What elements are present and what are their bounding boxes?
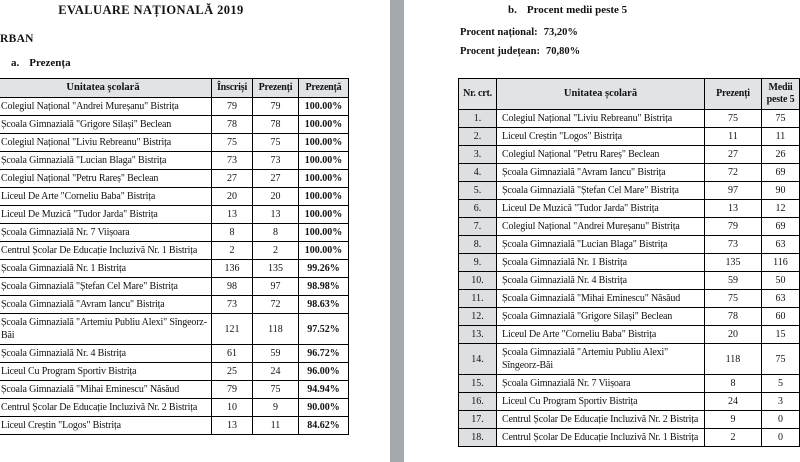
attendance-percent-cell: 100.00% [299, 206, 349, 224]
attendance-percent-cell: 100.00% [299, 242, 349, 260]
present-count-cell: 2 [705, 429, 762, 447]
enrolled-count-cell: 25 [212, 363, 253, 381]
school-name-cell: Centrul Școlar De Educație Incluzivă Nr. 1 Bistrița [497, 429, 705, 447]
table-row [459, 146, 800, 164]
school-name-cell: Școala Gimnazială Nr. 1 Bistrița [497, 254, 705, 272]
row-number-cell: 8. [459, 236, 497, 254]
present-count-cell: 78 [253, 116, 299, 134]
school-name-cell: Liceul Cu Program Sportiv Bistrița [497, 393, 705, 411]
attendance-percent-cell: 84.62% [299, 417, 349, 435]
table-row [459, 218, 800, 236]
enrolled-count-cell: 61 [212, 345, 253, 363]
col-header-prezenti: Prezenți [253, 79, 299, 98]
table-row [459, 272, 800, 290]
grades-over-5-cell: 12 [762, 200, 800, 218]
table-row [0, 116, 349, 134]
present-count-cell: 20 [253, 188, 299, 206]
row-number-cell: 17. [459, 411, 497, 429]
attendance-percent-cell: 100.00% [299, 170, 349, 188]
grades-over-5-cell: 26 [762, 146, 800, 164]
county-percent-label: Procent județean: [460, 46, 540, 57]
school-name-cell: Liceul Creștin "Logos" Bistrița [497, 128, 705, 146]
table-row [0, 363, 349, 381]
grades-over-5-cell: 0 [762, 429, 800, 447]
school-name-cell: Liceul De Arte "Corneliu Baba" Bistrița [497, 326, 705, 344]
attendance-table [0, 78, 349, 435]
present-count-cell: 72 [705, 164, 762, 182]
row-number-cell: 7. [459, 218, 497, 236]
school-name-cell: Școala Gimnazială "Grigore Silași" Beclean [0, 116, 212, 134]
school-name-cell: Școala Gimnazială "Lucian Blaga" Bistrița [0, 152, 212, 170]
col-header-prezenti: Prezenți [705, 79, 762, 110]
row-number-cell: 6. [459, 200, 497, 218]
table-row [0, 98, 349, 116]
row-number-cell: 14. [459, 344, 497, 375]
present-count-cell: 11 [253, 417, 299, 435]
table-row [459, 164, 800, 182]
subsection-letter: a. [11, 57, 20, 69]
col-header-nr-crt: Nr. crt. [459, 79, 497, 110]
school-name-cell: Liceul De Muzică "Tudor Jarda" Bistrița [497, 200, 705, 218]
table-row [459, 411, 800, 429]
table-row [0, 417, 349, 435]
attendance-percent-cell: 100.00% [299, 116, 349, 134]
table-row [459, 344, 800, 375]
present-count-cell: 118 [253, 314, 299, 345]
school-name-cell: Centrul Școlar De Educație Incluzivă Nr. 2 Bistrița [497, 411, 705, 429]
enrolled-count-cell: 79 [212, 381, 253, 399]
attendance-percent-cell: 98.63% [299, 296, 349, 314]
grades-over-5-cell: 0 [762, 411, 800, 429]
enrolled-count-cell: 73 [212, 152, 253, 170]
table-row [459, 393, 800, 411]
row-number-cell: 3. [459, 146, 497, 164]
present-count-cell: 72 [253, 296, 299, 314]
present-count-cell: 27 [705, 146, 762, 164]
enrolled-count-cell: 8 [212, 224, 253, 242]
table-row [0, 381, 349, 399]
school-name-cell: Școala Gimnazială Nr. 1 Bistrița [0, 260, 212, 278]
col-header-unitatea-scolara: Unitatea școlară [0, 79, 212, 98]
table-row [459, 375, 800, 393]
present-count-cell: 59 [253, 345, 299, 363]
table-row [459, 290, 800, 308]
table-row [0, 188, 349, 206]
table-row [0, 134, 349, 152]
present-count-cell: 75 [705, 110, 762, 128]
table-row [0, 399, 349, 417]
national-percent-label: Procent național: [460, 27, 538, 38]
enrolled-count-cell: 20 [212, 188, 253, 206]
row-number-cell: 1. [459, 110, 497, 128]
school-name-cell: Școala Gimnazială Nr. 7 Viișoara [497, 375, 705, 393]
present-count-cell: 135 [253, 260, 299, 278]
table-header-row [0, 79, 349, 98]
present-count-cell: 13 [253, 206, 299, 224]
table-row [0, 206, 349, 224]
grades-over-5-cell: 3 [762, 393, 800, 411]
subsection-text: Prezența [29, 57, 71, 69]
attendance-percent-cell: 90.00% [299, 399, 349, 417]
attendance-percent-cell: 96.00% [299, 363, 349, 381]
row-number-cell: 18. [459, 429, 497, 447]
present-count-cell: 11 [705, 128, 762, 146]
enrolled-count-cell: 75 [212, 134, 253, 152]
row-number-cell: 11. [459, 290, 497, 308]
present-count-cell: 24 [253, 363, 299, 381]
present-count-cell: 75 [253, 381, 299, 399]
col-header-unitatea-scolara: Unitatea școlară [497, 79, 705, 110]
enrolled-count-cell: 78 [212, 116, 253, 134]
enrolled-count-cell: 13 [212, 206, 253, 224]
present-count-cell: 20 [705, 326, 762, 344]
attendance-percent-cell: 99.26% [299, 260, 349, 278]
present-count-cell: 73 [253, 152, 299, 170]
enrolled-count-cell: 27 [212, 170, 253, 188]
table-row [459, 182, 800, 200]
row-number-cell: 10. [459, 272, 497, 290]
present-count-cell: 75 [705, 290, 762, 308]
school-name-cell: Școala Gimnazială "Artemiu Publiu Alexi" Sîngeorz-Băi [497, 344, 705, 375]
table-header-row [459, 79, 800, 110]
attendance-percent-cell: 100.00% [299, 98, 349, 116]
school-name-cell: Centrul Școlar De Educație Incluzivă Nr. 1 Bistrița [0, 242, 212, 260]
present-count-cell: 73 [705, 236, 762, 254]
school-name-cell: Colegiul Național "Liviu Rebreanu" Bistrița [497, 110, 705, 128]
attendance-percent-cell: 100.00% [299, 134, 349, 152]
subsection-text: Procent medii peste 5 [526, 4, 628, 16]
school-name-cell: Școala Gimnazială Nr. 4 Bistrița [497, 272, 705, 290]
school-name-cell: Colegiul Național "Petru Rareș" Beclean [497, 146, 705, 164]
present-count-cell: 75 [253, 134, 299, 152]
table-row [0, 345, 349, 363]
present-count-cell: 13 [705, 200, 762, 218]
grades-over-5-cell: 60 [762, 308, 800, 326]
attendance-percent-cell: 100.00% [299, 152, 349, 170]
school-name-cell: Școala Gimnazială Nr. 7 Viișoara [0, 224, 212, 242]
subsection-heading-prezenta [11, 57, 71, 69]
page-divider [390, 0, 404, 462]
row-number-cell: 9. [459, 254, 497, 272]
table-row [459, 110, 800, 128]
page-left [0, 0, 390, 462]
table-row [459, 326, 800, 344]
attendance-percent-cell: 97.52% [299, 314, 349, 345]
attendance-percent-cell: 96.72% [299, 345, 349, 363]
table-row [0, 170, 349, 188]
school-name-cell: Colegiul Național "Andrei Mureșanu" Bistrița [0, 98, 212, 116]
school-name-cell: Școala Gimnazială Nr. 4 Bistrița [0, 345, 212, 363]
enrolled-count-cell: 10 [212, 399, 253, 417]
table-row [459, 236, 800, 254]
page-right [404, 0, 800, 462]
row-number-cell: 4. [459, 164, 497, 182]
school-name-cell: Liceul Cu Program Sportiv Bistrița [0, 363, 212, 381]
present-count-cell: 9 [705, 411, 762, 429]
present-count-cell: 79 [253, 98, 299, 116]
present-count-cell: 79 [705, 218, 762, 236]
attendance-percent-cell: 98.98% [299, 278, 349, 296]
subsection-letter: b. [508, 4, 517, 16]
school-name-cell: Școala Gimnazială "Mihai Eminescu" Năsăud [0, 381, 212, 399]
table-row [0, 152, 349, 170]
col-header-prezenta: Prezență [299, 79, 349, 98]
present-count-cell: 9 [253, 399, 299, 417]
table-row [0, 314, 349, 345]
grades-over-5-cell: 11 [762, 128, 800, 146]
school-name-cell: Școala Gimnazială "Ștefan Cel Mare" Bistrița [497, 182, 705, 200]
present-count-cell: 24 [705, 393, 762, 411]
school-name-cell: Școala Gimnazială "Avram Iancu" Bistrița [497, 164, 705, 182]
row-number-cell: 12. [459, 308, 497, 326]
present-count-cell: 135 [705, 254, 762, 272]
attendance-percent-cell: 94.94% [299, 381, 349, 399]
school-name-cell: Liceul De Muzică "Tudor Jarda" Bistrița [0, 206, 212, 224]
national-percent-value: 73,20% [543, 27, 578, 38]
table-row [0, 278, 349, 296]
table-row [0, 260, 349, 278]
school-name-cell: Școala Gimnazială "Ștefan Cel Mare" Bistrița [0, 278, 212, 296]
grades-over-5-cell: 63 [762, 236, 800, 254]
section-label-urban: RBAN [0, 33, 34, 45]
table-row [0, 224, 349, 242]
school-name-cell: Liceul De Arte "Corneliu Baba" Bistrița [0, 188, 212, 206]
row-number-cell: 2. [459, 128, 497, 146]
table-row [0, 296, 349, 314]
county-percent-value: 70,80% [546, 46, 581, 57]
grades-over-5-cell: 15 [762, 326, 800, 344]
enrolled-count-cell: 98 [212, 278, 253, 296]
school-name-cell: Colegiul Național "Petru Rareș" Beclean [0, 170, 212, 188]
table-row [459, 429, 800, 447]
row-number-cell: 13. [459, 326, 497, 344]
col-header-inscrisi: Înscriși [212, 79, 253, 98]
school-name-cell: Școala Gimnazială "Lucian Blaga" Bistrița [497, 236, 705, 254]
grades-over-5-cell: 75 [762, 110, 800, 128]
table-row [459, 308, 800, 326]
grades-over-5-cell: 63 [762, 290, 800, 308]
school-name-cell: Colegiul Național "Liviu Rebreanu" Bistrița [0, 134, 212, 152]
school-name-cell: Centrul Școlar De Educație Incluzivă Nr. 2 Bistrița [0, 399, 212, 417]
school-name-cell: Școala Gimnazială "Mihai Eminescu" Năsăud [497, 290, 705, 308]
subsection-heading-procent-medii [508, 4, 627, 16]
school-name-cell: Școala Gimnazială "Avram Iancu" Bistrița [0, 296, 212, 314]
present-count-cell: 2 [253, 242, 299, 260]
grades-over-5-cell: 69 [762, 164, 800, 182]
enrolled-count-cell: 79 [212, 98, 253, 116]
pass-rate-table-body [459, 110, 800, 447]
row-number-cell: 16. [459, 393, 497, 411]
attendance-percent-cell: 100.00% [299, 224, 349, 242]
attendance-table-body [0, 98, 349, 435]
present-count-cell: 118 [705, 344, 762, 375]
table-row [459, 200, 800, 218]
table-row [459, 254, 800, 272]
school-name-cell: Școala Gimnazială "Artemiu Publiu Alexi" Sîngeorz-Băi [0, 314, 212, 345]
national-percent-line [460, 27, 578, 38]
present-count-cell: 59 [705, 272, 762, 290]
present-count-cell: 97 [705, 182, 762, 200]
grades-over-5-cell: 50 [762, 272, 800, 290]
county-percent-line [460, 46, 580, 57]
present-count-cell: 97 [253, 278, 299, 296]
row-number-cell: 5. [459, 182, 497, 200]
grades-over-5-cell: 69 [762, 218, 800, 236]
school-name-cell: Liceul Creștin "Logos" Bistrița [0, 417, 212, 435]
enrolled-count-cell: 2 [212, 242, 253, 260]
present-count-cell: 8 [705, 375, 762, 393]
col-header-medii-peste-5: Medii peste 5 [762, 79, 800, 110]
table-row [0, 242, 349, 260]
present-count-cell: 78 [705, 308, 762, 326]
grades-over-5-cell: 116 [762, 254, 800, 272]
grades-over-5-cell: 5 [762, 375, 800, 393]
table-row [459, 128, 800, 146]
grades-over-5-cell: 90 [762, 182, 800, 200]
school-name-cell: Școala Gimnazială "Grigore Silași" Beclean [497, 308, 705, 326]
grades-over-5-cell: 75 [762, 344, 800, 375]
attendance-percent-cell: 100.00% [299, 188, 349, 206]
enrolled-count-cell: 73 [212, 296, 253, 314]
row-number-cell: 15. [459, 375, 497, 393]
enrolled-count-cell: 121 [212, 314, 253, 345]
pass-rate-table [458, 78, 800, 447]
present-count-cell: 27 [253, 170, 299, 188]
school-name-cell: Colegiul Național "Andrei Mureșanu" Bistrița [497, 218, 705, 236]
enrolled-count-cell: 136 [212, 260, 253, 278]
document-title: EVALUARE NAȚIONALĂ 2019 [58, 3, 244, 17]
enrolled-count-cell: 13 [212, 417, 253, 435]
present-count-cell: 8 [253, 224, 299, 242]
